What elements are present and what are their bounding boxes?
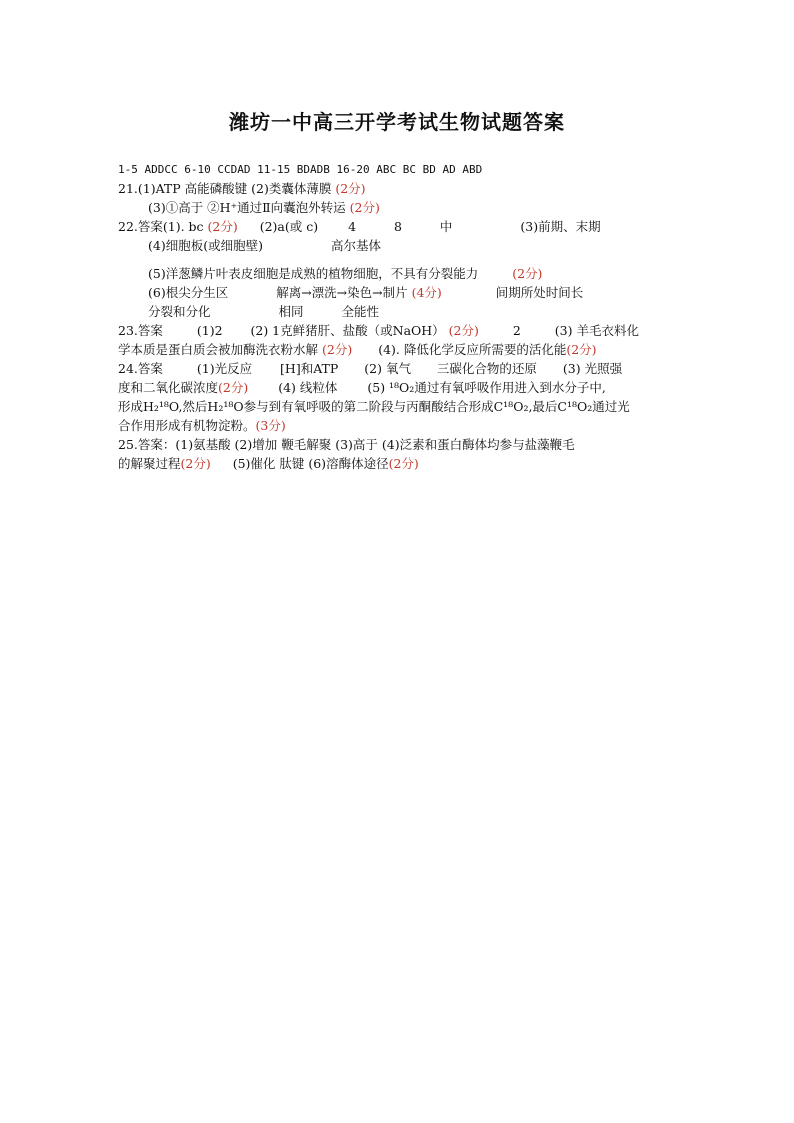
q23-score-2: (2分) xyxy=(322,342,353,357)
q24-text-1c: [H]和ATP xyxy=(280,361,339,376)
q22-line-2 xyxy=(118,236,688,255)
q23-text-1e: (3) 羊毛衣料化 xyxy=(554,323,639,338)
q23-text-2a: 学本质是蛋白质会被加酶洗衣粉水解 xyxy=(118,342,319,357)
q22-line-4 xyxy=(118,283,688,302)
q22-text-5c: 全能性 xyxy=(341,304,379,319)
q22-line-3 xyxy=(118,264,688,283)
q22-text-1a: 22.答案(1). bc xyxy=(118,219,204,234)
q24-line-3: 形成H₂¹⁸O,然后H₂¹⁸O参与到有氧呼吸的第二阶段与丙酮酸结合形成C¹⁸O₂,最后C¹⁸O₂通过光 xyxy=(118,399,630,414)
q22-line-5 xyxy=(118,302,688,321)
q22-text-1d: 8 xyxy=(394,219,402,234)
q22-score-1: (2分) xyxy=(207,219,238,234)
q24-score-4: (3分) xyxy=(255,418,286,433)
q24-text-1a: 24.答案 xyxy=(118,361,163,376)
q23-score-1: (2分) xyxy=(448,323,479,338)
q23-text-1a: 23.答案 xyxy=(118,323,163,338)
q24-text-1d: (2) 氧气 xyxy=(364,361,411,376)
q22-text-4c: 间期所处时间长 xyxy=(495,285,584,300)
q23-score-3: (2分) xyxy=(566,342,597,357)
q22-text-4b: 解离→漂洗→染色→制片 xyxy=(276,285,408,300)
q22-line-1 xyxy=(118,217,688,236)
q21-score-1: (2分) xyxy=(335,181,366,196)
q23-line-2 xyxy=(118,340,688,359)
q24-score-2: (2分) xyxy=(218,380,249,395)
q22-text-1f: (3)前期、末期 xyxy=(520,219,601,234)
q22-score-4: (4分) xyxy=(411,285,442,300)
mc-answers: 1-5 ADDCC 6-10 CCDAD 11-15 BDADB 16-20 ABC BC BD AD ABD xyxy=(118,163,483,176)
q24-text-1b: (1)光反应 xyxy=(196,361,253,376)
q23-line-1 xyxy=(118,321,688,340)
q22-text-2b: 高尔基体 xyxy=(330,238,381,253)
spacer xyxy=(118,255,688,264)
q24-text-4: 合作用形成有机物淀粉。 xyxy=(118,418,256,433)
q23-text-2b: (4). 降低化学反应所需要的活化能 xyxy=(378,342,567,357)
q25-score-2: (2分) xyxy=(388,456,419,471)
q21-text-1: 21.(1)ATP 高能磷酸键 (2)类囊体薄膜 xyxy=(118,181,332,196)
q23-text-1c: (2) 1克鲜猪肝、盐酸（或NaOH） xyxy=(250,323,445,338)
q25-line-2 xyxy=(118,454,688,473)
q25-line-1: 25.答案：(1)氨基酸 (2)增加 鞭毛解聚 (3)高于 (4)泛素和蛋白酶体均参与盐藻鞭毛 xyxy=(118,437,575,452)
q21-text-2: (3)①高于 ②H⁺通过Ⅱ向囊泡外转运 xyxy=(148,200,346,215)
q21-line-2 xyxy=(118,198,688,217)
q24-line-1 xyxy=(118,359,688,378)
q22-text-2a: (4)细胞板(或细胞壁) xyxy=(148,238,263,253)
q24-text-1f: (3) 光照强 xyxy=(562,361,623,376)
q24-text-1e: 三碳化合物的还原 xyxy=(436,361,537,376)
q22-text-1e: 中 xyxy=(439,219,453,234)
q22-score-3: (2分) xyxy=(512,266,543,281)
answer-body xyxy=(118,160,688,473)
q22-text-5b: 相同 xyxy=(278,304,304,319)
q24-text-2c: (5) ¹⁸O₂通过有氧呼吸作用进入到水分子中, xyxy=(367,380,606,395)
q22-text-1c: 4 xyxy=(348,219,357,234)
q22-text-5a: 分裂和分化 xyxy=(148,304,211,319)
page-title: 潍坊一中高三开学考试生物试题答案 xyxy=(229,110,565,134)
q25-text-2b: (5)催化 肽键 (6)溶酶体途径 xyxy=(232,456,389,471)
q24-line-2 xyxy=(118,378,688,397)
q22-text-1b: (2)a(或 c) xyxy=(259,219,319,234)
q22-text-4a: (6)根尖分生区 xyxy=(148,285,229,300)
q24-line-4 xyxy=(118,416,688,435)
q23-text-1d: 2 xyxy=(512,323,521,338)
q25-score-1: (2分) xyxy=(180,456,211,471)
q21-score-2: (2分) xyxy=(349,200,380,215)
q23-text-1b: (1)2 xyxy=(196,323,223,338)
q21-line-1 xyxy=(118,179,688,198)
q24-text-2b: (4) 线粒体 xyxy=(278,380,338,395)
q24-text-2a: 度和二氧化碳浓度 xyxy=(118,380,219,395)
q22-text-3: (5)洋葱鳞片叶表皮细胞是成熟的植物细胞，不具有分裂能力 xyxy=(148,266,479,281)
q25-text-2a: 的解聚过程 xyxy=(118,456,181,471)
